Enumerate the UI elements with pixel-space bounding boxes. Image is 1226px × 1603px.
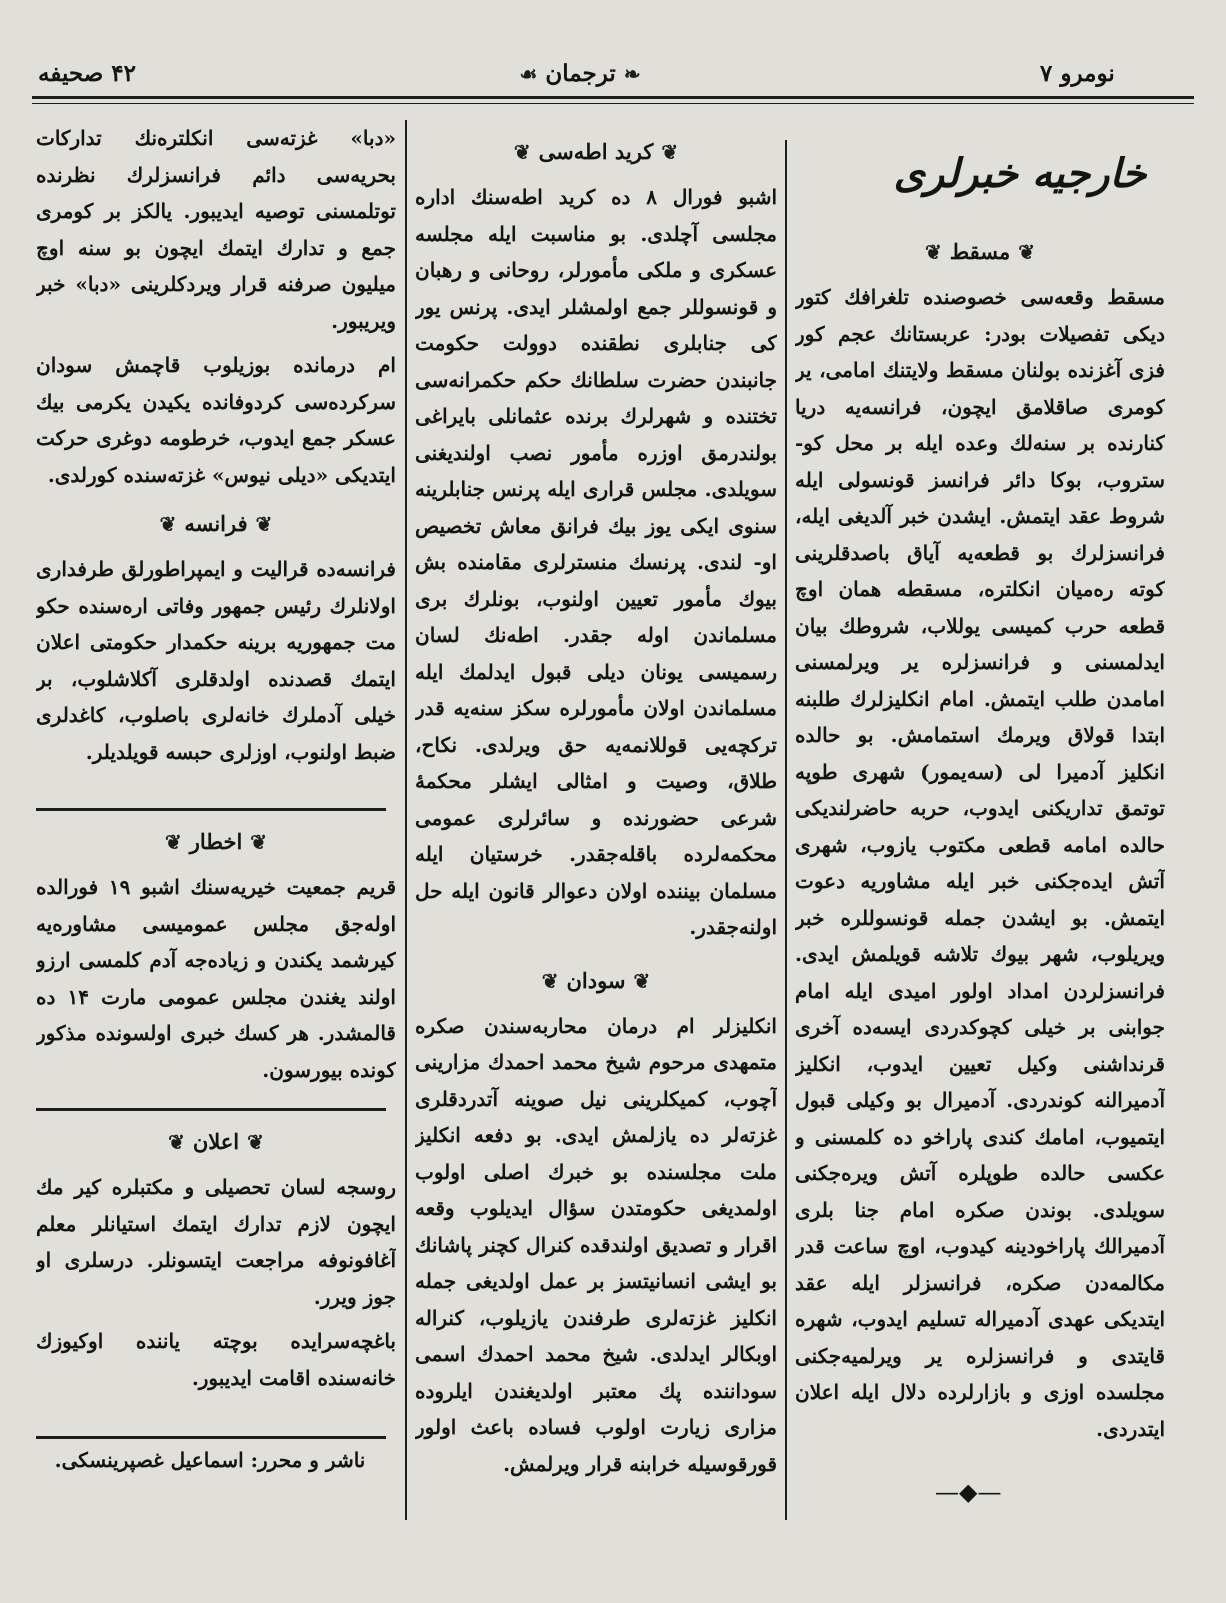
ornament-icon: ❦ [633,968,651,993]
article-muscat: مسقط وقعه‌سی خصوصنده تلغرافك كتور دیكی تفصیلات بودر: عربستانك عجم كور فزی آغزنده بولنان مسقط ولایتنك امامی، یر كومری صاقلامق ایچون، فرانسه‌یه دریا كنارنده بر سنه‌لك وعده ایله بر محل كو- ستروب، بوكا دائر فرانسز قونسولی ایله شروط عقد ایتمش. ایشدن خبر آلدیغی ایله، فرانسزلرك بو قطعه‌یه آیاق باصدقلرینی كوته ره‌میان انكلتره، مسقطه همان اوچ قطعه حرب كمیسی یوللاب، شروطك بیان ایدلمسنی و فرانسزلره یر ویرلمسنی امامدن طلب ایتمش. امام انكلیزلرك طلبنه ابتدا قولاق ویرمك استمامش. بو حالده انكلیز آدمیرا لی (سه‌یمور) شهری طوپه توتمق تداریكنی ایدوب، حربه حاضرلندیكی حالده امامه قطعی مكتوب یازوب، شهری آتش ایده‌جكنی خبر ایله مشاوریه دعوت ایتمش. بو ایشدن جمله قونسوللره خبر ویریلوب، شهر بیوك تلاشه قویلمش ایدی. فرانسزلردن امداد اولور امیدی ایله امام جوابنی بر خیلی كچوكدردی ایسه‌ده آخری قرنداشنی وكیل تعیین ایدوب، انكلیز آدمیرالنه كوندردی. آدمیرال بو وكیلی قبول ایتمیوب، امامك كندی پاراخو ده كلمسنی و عكسی حالده طوپلره آتش ویره‌جكنی سویلدی. بوندن صكره امام جنا بلری آدمیرالك پاراخودینه كیدوب، اوچ ساعت قدر مكالمه‌دن صكره، فرانسزلر ایله عقد ایتدیكی عهدی آدمیراله تسلیم ایدوب، شهره قایتدی و فرانسزلره یر ویرلمیه‌جكنی مجلسده اوزی و بازارلرده دلال ایله اعلان ایتدردی. [795,285,1165,1441]
notice-box [36,815,396,1095]
article-daba: «دبا» غزته‌سی انكلتره‌نك تداركات بحریه‌سی دائم فرانسزلرك نظرنده توتلمسنی توصیه ایدیبور. یالكز بر كومری جمع و تدارك ایتمك ایچون بو سنه اوچ میلیون صرفنه قرار ویردكلرینی «دبا» خبر ویریبور. [36,126,396,333]
ornament-icon: ☙ [519,62,538,86]
left-column [36,120,396,780]
page-number: ۴۲ صحيفه [38,60,137,87]
ornament-icon: ❦ [247,1130,264,1154]
section-title: مسقط [949,239,1011,264]
article-france: فرانسه‌ده قرالیت و ایمپراطورلق طرفداری اولانلرك رئیس جمهور وفاتی اره‌سنده حكو مت جمهوریه برینه حكمدار حكومتی اعلان ایتمك قصدنده اولدقلری آكلاشلوب، بر خیلی آدملرك خانه‌لری باصلوب، كاغدلری ضبط اولنوب، اوزلری حبسه قویلدیلر. [36,557,396,764]
section-title: اخطار [189,829,243,854]
ornament-icon: ❦ [255,512,273,536]
ornament-icon: ❦ [164,830,182,854]
article-notice: قریم جمعیت خیریه‌سنك اشبو ۱۹ فورالده اوله‌جق مجلس عمومیسی مشاوره‌یه كیرشمد یكندن و زیاده‌جه آدم كلمسی ارزو اولند یغندن مجلس عمومی مارت ۱۴ ده قالمشدر. هر كسك خبری اولسونده مذكور كونده بیورسون. [36,875,396,1082]
column-divider [405,120,407,1520]
section-heading-france [36,507,396,541]
ornament-icon: ❦ [250,830,268,854]
section-heading-announcement [36,1125,396,1159]
article-crete: اشبو فورال ۸ ده كرید اطه‌سنك اداره مجلسی آچلدی. بو مناسبت ایله مجلسه عسكری و ملكی مأمورلر، روحانی و رهبان و قونسوللر جمع اولمشلر ایدی. پرنس یور كی جنابلری نطقنده دوولت حكومت جانبندن حضرت سلطانك حكم حكمرانه‌سی تختنده و شهرلرك برنده عثمانلی بایراغی بولندرمق اوزره مأمور نصب اولندیغنی سویلدی. مجلس قراری ایله پرنس جنابلرینه سنوی ایكی یوز بیك فرانق معاش تخصیص او- لندی. پرنسك منسترلری مقامنده بش بیوك مأمور تعیین اولنوب، بونلرك بری مسلماندن اوله جقدر. اطه‌نك لسان رسمیسی یونان دیلی قبول ایدلمك ایله مسلماندن اولان مأمورلره سكز سنه‌یه قدر تركچه‌یی قوللانمه‌یه حق ویرلدی. نكاح، طلاق، وصیت و امثالی ایشلر محكمهٔ شرعی حضورنده و سائرلری عمومی محكمه‌لرده باقله‌جقدر. خرستیان ایله مسلمان بیننده اولان دعوالر قانون ایله حل اولنه‌جقدر. [415,185,777,939]
column-divider [785,140,787,1520]
issue-number: نومرو ۷ [1040,60,1115,87]
end-ornament-icon: —◆— [935,1478,1002,1506]
section-heading-crete [415,135,777,169]
ornament-icon: ❦ [541,968,559,993]
section-title: فرانسه [184,511,248,536]
header-rule-thin [32,103,1194,104]
ornament-icon: ❦ [168,1130,185,1154]
foreign-news-heading: خارجیه خبرلری [893,150,1147,197]
header-rule [32,96,1194,99]
section-title: سودان [566,967,626,993]
publisher-signature: ناشر و محرر: اسماعیل غصپرینسكی. [54,1448,366,1472]
ornament-icon: ❦ [1018,240,1036,264]
section-rule [36,1108,386,1111]
middle-column [415,125,777,1525]
ornament-icon: ❦ [924,240,942,264]
right-column [795,225,1165,1485]
ornament-icon: ❦ [513,140,531,164]
section-rule [36,1436,386,1439]
article-sudan-commander: ام درمانده بوزیلوب قاچمش سودان سركرده‌سی كردوفانده یكیدن یكرمی بیك عسكر جمع ایدوب، خرطومه دوغری حركت ایتدیكی «دیلی نیوس» غزته‌سنده كورلدی. [36,353,396,487]
article-announcement: روسجه لسان تحصیلی و مكتبلره كیر مك ایچون لازم تدارك ایتمك استیانلر معلم آغافونوفه مراجعت ایتسونلر. درسلری او جوز ویرر. [36,1175,396,1309]
article-sudan: انكلیزلر ام درمان محاربه‌سندن صكره متمهدی مرحوم شیخ محمد احمدك مزارینی آچوب، كمیكلرینی نیل صوینه آتدردقلری غزته‌لر ده یازلمش ایدی. بو دفعه انكلیز ملت مجلسنده بو خبرك اصلی اولوب اولمدیغی حكومتدن سؤال ایدیلوب وقعه اقرار و تصدیق اولندقده كنرال كچنر پاشانك بو ایشی انسانیتسز بر عمل اولدیغی جمله انكلیز غزته‌لری طرفندن یازیلوب، كنراله اوبكالر ایدلدی. شیخ محمد احمدك اسمی سوداننده پك معتبر اولدیغندن ایلروده مزاری زیارت اولوب فساده باعث اولور قورقوسیله خرابنه قرار ویرلمش. [415,1013,777,1476]
section-title: اعلان [192,1129,240,1154]
paper-name: ترجمان [545,60,616,87]
section-heading-muscat [795,235,1165,269]
section-heading-notice [36,825,396,859]
section-heading-sudan [415,964,777,998]
ornament-icon: ❦ [159,512,177,536]
ornament-icon: ❧ [623,62,641,86]
ornament-icon: ❦ [661,140,679,164]
announcement-box [36,1115,396,1435]
section-title: كرید اطه‌سی [538,139,654,164]
article-address: باغچه‌سرایده بوچته یاننده اوكیوزك خانه‌سنده اقامت ایدیبور. [36,1329,396,1390]
paper-title [510,60,650,87]
section-rule [36,808,386,811]
